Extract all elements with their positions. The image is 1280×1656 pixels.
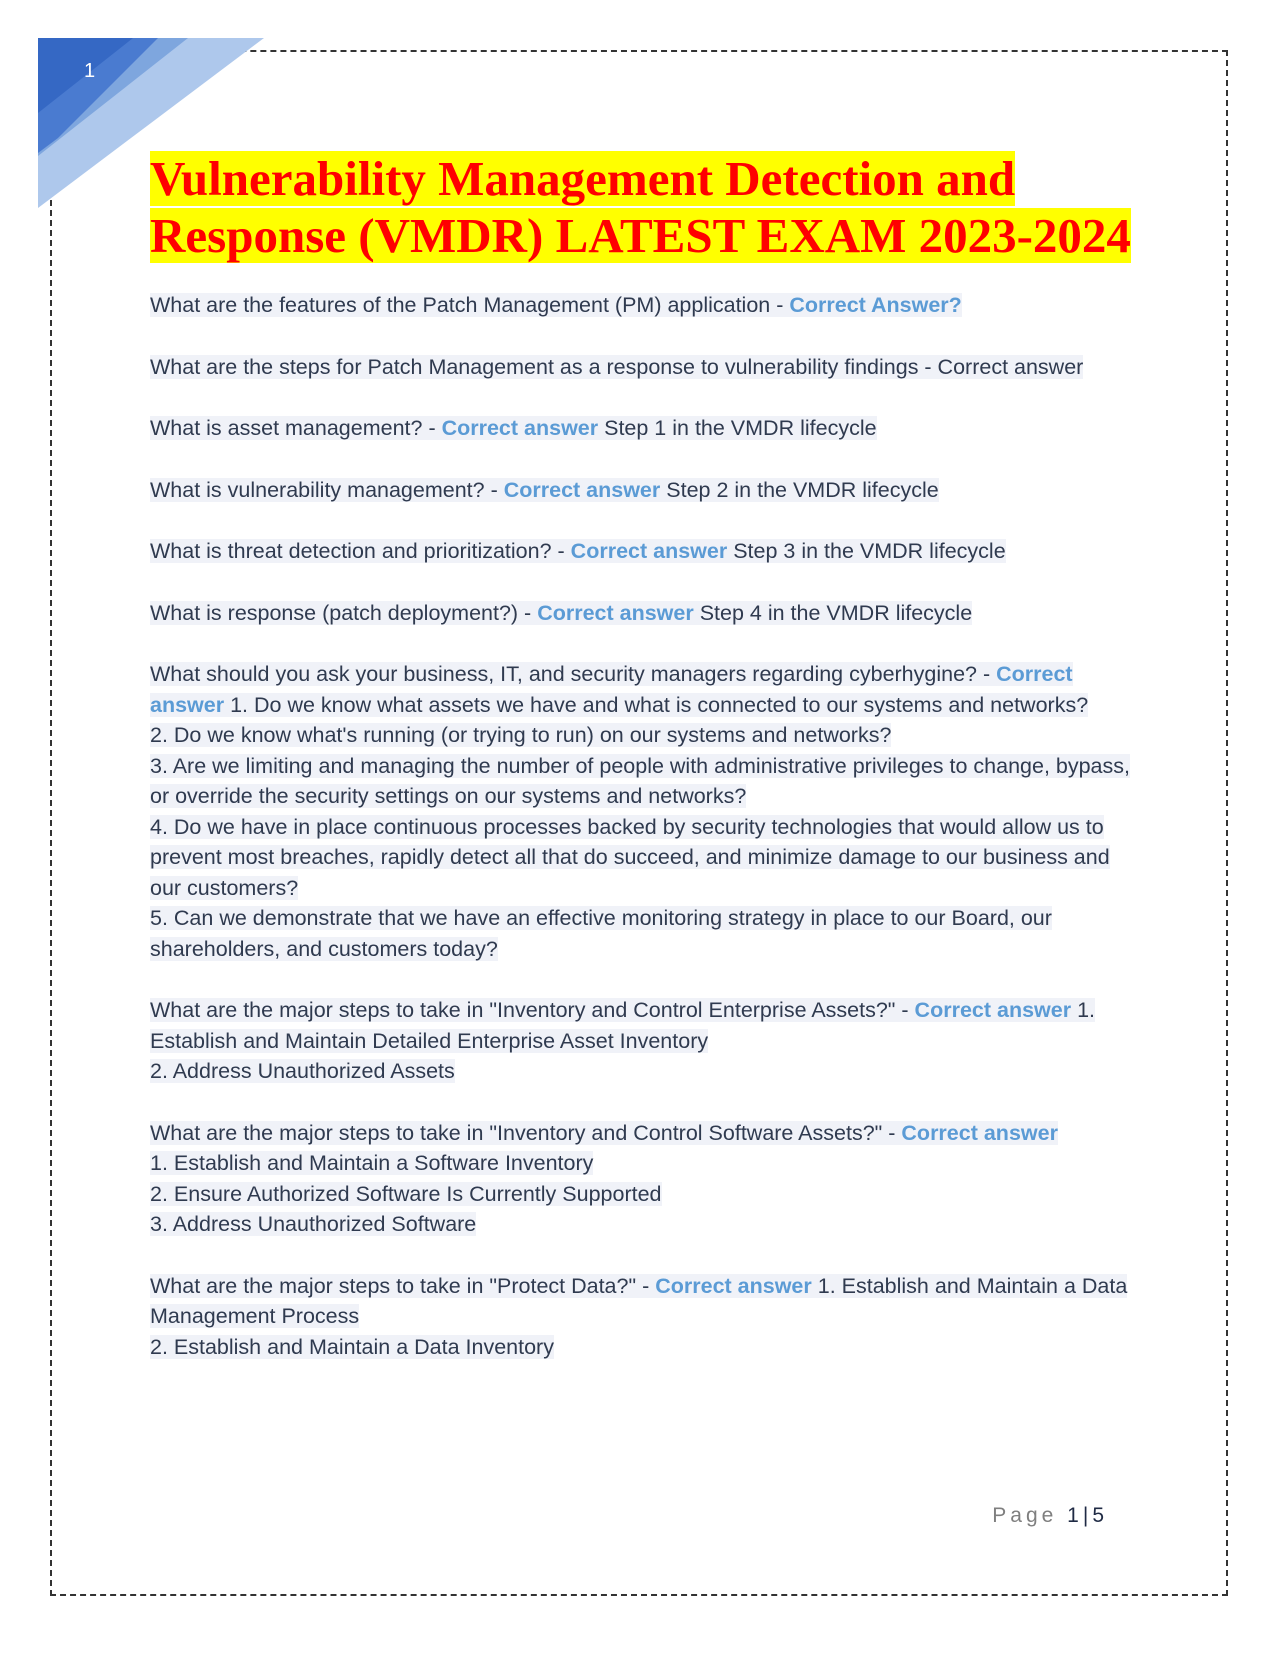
answer-label: Correct answer [503, 477, 661, 502]
question-text: What are the steps for Patch Management as a response to vulnerability findings - Correct answer [150, 354, 1084, 379]
qa-text [150, 601, 972, 625]
qa-text [150, 478, 939, 502]
question-text: What are the features of the Patch Management (PM) application - [150, 293, 790, 317]
qa-item [150, 475, 1135, 506]
answer-label: Correct answer [570, 539, 728, 563]
footer-page-total: 5 [1092, 1504, 1104, 1527]
qa-item [150, 1271, 1135, 1363]
question-text: What is threat detection and prioritization? - [150, 539, 571, 563]
qa-item [150, 659, 1135, 964]
question-text: What are the major steps to take in "Protect Data?" - [150, 1273, 656, 1298]
answer-label: Correct answer [914, 998, 1072, 1022]
qa-text [150, 355, 1083, 379]
qa-item [150, 1118, 1135, 1240]
qa-list [150, 290, 1135, 1362]
answer-line: 1. Establish and Maintain a Data Management Process [150, 1273, 1128, 1328]
answer-label: Correct answer [655, 1273, 812, 1298]
qa-text [150, 662, 1130, 961]
answer-label: Correct Answer? [789, 293, 962, 317]
answer-label: Correct answer [537, 600, 694, 625]
question-text: What is asset management? - [150, 416, 442, 440]
qa-text [150, 539, 1006, 563]
answer-line: Step 2 in the VMDR lifecycle [666, 477, 939, 502]
qa-item [150, 598, 1135, 629]
corner-page-number: 1 [84, 60, 96, 82]
qa-text [150, 1121, 1058, 1237]
answer-line: 1. Do we know what assets we have and what is connected to our systems and networks? [230, 692, 1089, 717]
answer-line: 5. Can we demonstrate that we have an effective monitoring strategy in place to our Board, our shareholders, and customers today? [150, 906, 1052, 961]
qa-item [150, 995, 1135, 1087]
answer-line: 1. Establish and Maintain Detailed Enterprise Asset Inventory [150, 998, 1096, 1053]
answer-line: Step 4 in the VMDR lifecycle [699, 600, 973, 625]
qa-text [150, 416, 877, 440]
question-text: What should you ask your business, IT, and security managers regarding cyberhygine? - [150, 662, 997, 686]
answer-line: 3. Are we limiting and managing the number of people with administrative privileges to change, bypass, or override the security settings on our systems and networks? [150, 753, 1130, 808]
footer-separator: | [1082, 1504, 1089, 1527]
qa-item [150, 536, 1135, 567]
answer-label: Correct answer [150, 662, 1073, 717]
qa-text [150, 293, 962, 317]
qa-item [150, 290, 1135, 321]
answer-line: 4. Do we have in place continuous processes backed by security technologies that would allow us to prevent most breaches, rapidly detect all that do succeed, and minimize damage to our business and our customers? [150, 814, 1110, 900]
footer-page-number: 1 [1067, 1504, 1079, 1527]
qa-text [150, 1274, 1127, 1359]
answer-line: Step 1 in the VMDR lifecycle [604, 416, 877, 440]
document-body [150, 150, 1135, 1393]
answer-line: 3. Address Unauthorized Software [150, 1212, 477, 1236]
footer-page-word: Page [992, 1504, 1058, 1527]
qa-text [150, 998, 1095, 1083]
answer-line: 2. Address Unauthorized Assets [150, 1059, 455, 1083]
question-text: What are the major steps to take in "Inventory and Control Enterprise Assets?" - [150, 998, 915, 1022]
answer-line: 2. Ensure Authorized Software Is Currently Supported [150, 1181, 662, 1206]
question-text: What is vulnerability management? - [150, 477, 504, 502]
question-text: What are the major steps to take in "Inventory and Control Software Assets?" - [150, 1120, 902, 1145]
answer-line: 1. Establish and Maintain a Software Inventory [150, 1151, 594, 1175]
answer-label: Correct answer [441, 416, 599, 440]
page-footer [992, 1504, 1104, 1528]
qa-item [150, 352, 1135, 383]
document-title [150, 150, 1135, 264]
answer-line: 2. Establish and Maintain a Data Inventory [150, 1334, 554, 1359]
answer-line: 2. Do we know what's running (or trying to run) on our systems and networks? [150, 723, 892, 747]
answer-label: Correct answer [901, 1120, 1058, 1145]
qa-item [150, 413, 1135, 444]
answer-line: Step 3 in the VMDR lifecycle [733, 539, 1006, 563]
question-text: What is response (patch deployment?) - [150, 600, 538, 625]
document-title-text: Vulnerability Management Detection and Response (VMDR) LATEST EXAM 2023-2024 [150, 151, 1131, 263]
